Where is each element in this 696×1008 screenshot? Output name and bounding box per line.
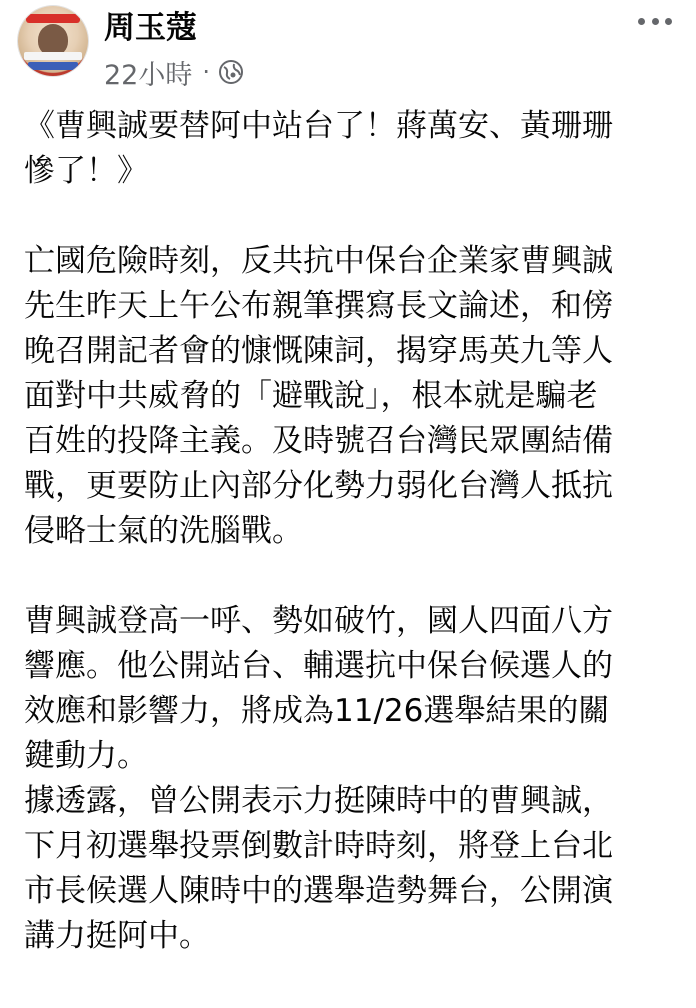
- globe-icon[interactable]: [218, 59, 244, 85]
- author-name[interactable]: 周玉蔻: [104, 10, 197, 46]
- avatar-stripe: [28, 62, 78, 70]
- post-paragraph-1: 亡國危險時刻，反共抗中保台企業家曹興誠 先生昨天上午公布親筆撰寫長文論述，和傍 晚召開記者會的慷慨陳詞，揭穿馬英九等人 面對中共威脅的「避戰說」，根本就是騙老 百姓的投降主義。及時號召台灣民眾團結備 戰，更要防止內部分化勢力弱化台灣人抵抗 侵略士氣的洗腦戰。: [24, 243, 613, 549]
- more-dot-icon: [638, 18, 645, 25]
- meta-separator: ·: [202, 58, 210, 86]
- post-header: [0, 0, 696, 100]
- post-body: [24, 104, 684, 959]
- paragraph-spacer: [24, 194, 684, 239]
- avatar-banner: [26, 14, 80, 23]
- more-dot-icon: [652, 18, 659, 25]
- post-title: 《曹興誠要替阿中站台了！蔣萬安、黃珊珊 慘了！》: [24, 108, 613, 189]
- paragraph-spacer: [24, 554, 684, 599]
- avatar-caption: [24, 52, 82, 60]
- post-paragraph-3: 據透露，曾公開表示力挺陳時中的曹興誠， 下月初選舉投票倒數計時時刻，將登上台北 市長候選人陳時中的選舉造勢舞台，公開演 講力挺阿中。: [24, 783, 613, 954]
- more-dot-icon: [665, 18, 672, 25]
- avatar[interactable]: [18, 6, 88, 76]
- post-meta: [104, 54, 244, 90]
- post-timestamp[interactable]: 22小時: [104, 59, 193, 91]
- more-options-button[interactable]: [638, 14, 672, 28]
- post-paragraph-2: 曹興誠登高一呼、勢如破竹，國人四面八方 響應。他公開站台、輔選抗中保台候選人的 效應和影響力，將成為11/26選舉結果的關 鍵動力。: [24, 603, 613, 774]
